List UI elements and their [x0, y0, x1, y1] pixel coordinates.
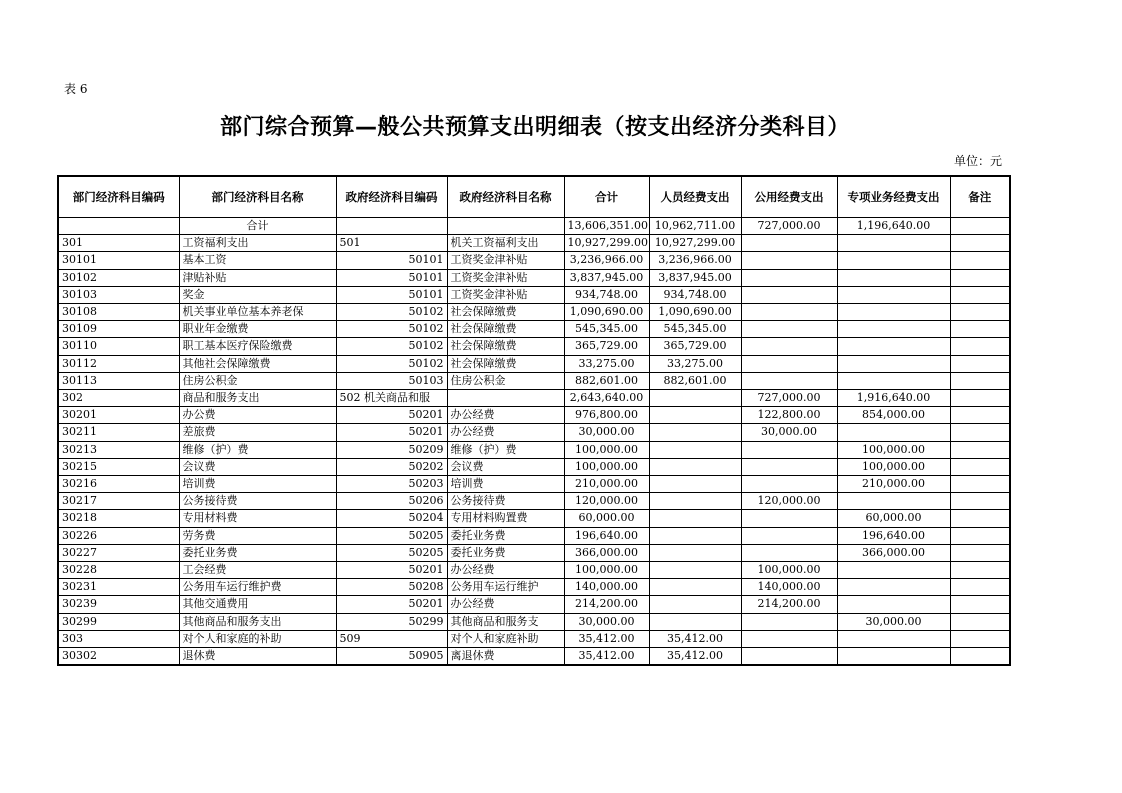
table-row — [58, 304, 1010, 321]
gov-code-cell: 50299 — [336, 613, 447, 630]
special-cell: 100,000.00 — [837, 441, 950, 458]
public-cell — [741, 630, 837, 647]
note-cell — [950, 407, 1010, 424]
dept-code-cell: 30103 — [58, 286, 179, 303]
personnel-cell — [649, 476, 741, 493]
note-cell — [950, 613, 1010, 630]
dept-name-cell: 工会经费 — [179, 562, 336, 579]
personnel-cell — [649, 579, 741, 596]
column-header: 政府经济科目名称 — [447, 176, 564, 218]
personnel-cell: 1,090,690.00 — [649, 304, 741, 321]
dept-code-cell: 30228 — [58, 562, 179, 579]
personnel-cell — [649, 544, 741, 561]
public-cell — [741, 286, 837, 303]
gov-code-cell: 50101 — [336, 252, 447, 269]
note-cell — [950, 648, 1010, 666]
personnel-cell: 3,236,966.00 — [649, 252, 741, 269]
special-cell: 366,000.00 — [837, 544, 950, 561]
total-cell: 30,000.00 — [564, 424, 649, 441]
dept-code-cell: 301 — [58, 235, 179, 252]
gov-code-cell: 50201 — [336, 407, 447, 424]
dept-name-cell: 工资福利支出 — [179, 235, 336, 252]
dept-name-cell: 商品和服务支出 — [179, 390, 336, 407]
special-cell — [837, 286, 950, 303]
special-cell: 854,000.00 — [837, 407, 950, 424]
note-cell — [950, 630, 1010, 647]
dept-code-cell: 30101 — [58, 252, 179, 269]
note-cell — [950, 252, 1010, 269]
dept-code-cell: 30108 — [58, 304, 179, 321]
table-body — [58, 218, 1010, 666]
special-cell: 1,916,640.00 — [837, 390, 950, 407]
page-title: 部门综合预算—般公共预算支出明细表（按支出经济分类科目） — [219, 115, 850, 140]
gov-code-cell: 50905 — [336, 648, 447, 666]
total-cell: 10,927,299.00 — [564, 235, 649, 252]
gov-name-cell: 委托业务费 — [447, 527, 564, 544]
personnel-cell — [649, 527, 741, 544]
gov-code-cell: 50102 — [336, 355, 447, 372]
public-cell: 727,000.00 — [741, 218, 837, 235]
table-row — [58, 355, 1010, 372]
gov-code-cell: 50101 — [336, 269, 447, 286]
special-cell — [837, 596, 950, 613]
special-cell — [837, 562, 950, 579]
gov-code-cell: 509 — [336, 630, 447, 647]
public-cell: 727,000.00 — [741, 390, 837, 407]
table-row — [58, 235, 1010, 252]
total-cell: 100,000.00 — [564, 458, 649, 475]
gov-name-cell: 工资奖金津补贴 — [447, 252, 564, 269]
total-cell: 365,729.00 — [564, 338, 649, 355]
public-cell — [741, 235, 837, 252]
special-cell — [837, 424, 950, 441]
gov-name-cell: 机关工资福利支出 — [447, 235, 564, 252]
gov-name-cell: 公务接待费 — [447, 493, 564, 510]
special-cell — [837, 372, 950, 389]
special-cell — [837, 269, 950, 286]
total-cell: 882,601.00 — [564, 372, 649, 389]
personnel-cell: 10,962,711.00 — [649, 218, 741, 235]
dept-code-cell — [58, 218, 179, 235]
special-cell: 210,000.00 — [837, 476, 950, 493]
personnel-cell: 365,729.00 — [649, 338, 741, 355]
gov-code-cell: 50201 — [336, 424, 447, 441]
note-cell — [950, 218, 1010, 235]
special-cell: 196,640.00 — [837, 527, 950, 544]
dept-name-cell: 职业年金缴费 — [179, 321, 336, 338]
gov-code-cell: 50201 — [336, 562, 447, 579]
dept-name-cell: 委托业务费 — [179, 544, 336, 561]
note-cell — [950, 458, 1010, 475]
table-row — [58, 579, 1010, 596]
gov-name-cell: 社会保障缴费 — [447, 321, 564, 338]
special-cell — [837, 355, 950, 372]
public-cell — [741, 476, 837, 493]
gov-name-cell: 工资奖金津补贴 — [447, 286, 564, 303]
gov-code-cell: 50209 — [336, 441, 447, 458]
total-cell: 3,837,945.00 — [564, 269, 649, 286]
note-cell — [950, 424, 1010, 441]
gov-code-cell: 50201 — [336, 596, 447, 613]
public-cell — [741, 613, 837, 630]
total-cell: 100,000.00 — [564, 562, 649, 579]
special-cell: 100,000.00 — [837, 458, 950, 475]
personnel-cell: 35,412.00 — [649, 648, 741, 666]
dept-name-cell: 其他交通费用 — [179, 596, 336, 613]
note-cell — [950, 355, 1010, 372]
gov-code-cell: 50102 — [336, 304, 447, 321]
special-cell: 60,000.00 — [837, 510, 950, 527]
table-row — [58, 630, 1010, 647]
dept-name-cell: 奖金 — [179, 286, 336, 303]
gov-code-cell — [336, 218, 447, 235]
total-cell: 366,000.00 — [564, 544, 649, 561]
personnel-cell — [649, 407, 741, 424]
table-row — [58, 493, 1010, 510]
total-cell: 3,236,966.00 — [564, 252, 649, 269]
gov-code-cell: 502 机关商品和服 — [336, 390, 447, 407]
table-row — [58, 407, 1010, 424]
public-cell: 140,000.00 — [741, 579, 837, 596]
dept-code-cell: 30109 — [58, 321, 179, 338]
total-row — [58, 218, 1010, 235]
dept-code-cell: 303 — [58, 630, 179, 647]
dept-code-cell: 30113 — [58, 372, 179, 389]
dept-code-cell: 30211 — [58, 424, 179, 441]
gov-name-cell: 对个人和家庭补助 — [447, 630, 564, 647]
note-cell — [950, 562, 1010, 579]
gov-code-cell: 50204 — [336, 510, 447, 527]
column-header: 部门经济科目名称 — [179, 176, 336, 218]
special-cell — [837, 648, 950, 666]
personnel-cell — [649, 458, 741, 475]
gov-name-cell: 专用材料购置费 — [447, 510, 564, 527]
note-cell — [950, 304, 1010, 321]
public-cell — [741, 544, 837, 561]
personnel-cell — [649, 390, 741, 407]
gov-name-cell: 社会保障缴费 — [447, 338, 564, 355]
dept-code-cell: 30239 — [58, 596, 179, 613]
table-row — [58, 441, 1010, 458]
total-cell: 120,000.00 — [564, 493, 649, 510]
table-row — [58, 527, 1010, 544]
table-row — [58, 476, 1010, 493]
total-cell: 976,800.00 — [564, 407, 649, 424]
gov-code-cell: 50101 — [336, 286, 447, 303]
table-row — [58, 321, 1010, 338]
public-cell — [741, 510, 837, 527]
total-cell: 545,345.00 — [564, 321, 649, 338]
dept-name-cell: 津贴补贴 — [179, 269, 336, 286]
special-cell — [837, 252, 950, 269]
note-cell — [950, 286, 1010, 303]
personnel-cell — [649, 562, 741, 579]
gov-code-cell: 50103 — [336, 372, 447, 389]
dept-name-cell: 住房公积金 — [179, 372, 336, 389]
column-header: 人员经费支出 — [649, 176, 741, 218]
special-cell — [837, 579, 950, 596]
dept-code-cell: 30226 — [58, 527, 179, 544]
total-cell: 140,000.00 — [564, 579, 649, 596]
public-cell — [741, 648, 837, 666]
personnel-cell: 35,412.00 — [649, 630, 741, 647]
budget-table — [57, 175, 1011, 666]
unit-label: 单位：元 — [953, 154, 1002, 168]
gov-code-cell: 50205 — [336, 544, 447, 561]
table-row — [58, 544, 1010, 561]
special-cell — [837, 321, 950, 338]
table-row — [58, 338, 1010, 355]
gov-name-cell: 会议费 — [447, 458, 564, 475]
dept-name-cell: 差旅费 — [179, 424, 336, 441]
dept-code-cell: 30215 — [58, 458, 179, 475]
gov-name-cell: 社会保障缴费 — [447, 304, 564, 321]
public-cell — [741, 252, 837, 269]
table-row — [58, 390, 1010, 407]
gov-name-cell: 工资奖金津补贴 — [447, 269, 564, 286]
special-cell — [837, 304, 950, 321]
dept-code-cell: 30102 — [58, 269, 179, 286]
dept-code-cell: 30231 — [58, 579, 179, 596]
table-row — [58, 286, 1010, 303]
note-cell — [950, 235, 1010, 252]
table-header-row — [58, 176, 1010, 218]
table-row — [58, 510, 1010, 527]
dept-name-cell: 公务用车运行维护费 — [179, 579, 336, 596]
public-cell: 100,000.00 — [741, 562, 837, 579]
personnel-cell: 882,601.00 — [649, 372, 741, 389]
dept-name-cell: 对个人和家庭的补助 — [179, 630, 336, 647]
total-cell: 210,000.00 — [564, 476, 649, 493]
dept-name-cell: 职工基本医疗保险缴费 — [179, 338, 336, 355]
gov-code-cell: 50203 — [336, 476, 447, 493]
table-row — [58, 648, 1010, 666]
dept-code-cell: 30302 — [58, 648, 179, 666]
public-cell — [741, 458, 837, 475]
table-number: 表 6 — [64, 82, 88, 96]
dept-name-cell: 退休费 — [179, 648, 336, 666]
note-cell — [950, 372, 1010, 389]
dept-code-cell: 302 — [58, 390, 179, 407]
gov-code-cell: 50205 — [336, 527, 447, 544]
total-cell: 2,643,640.00 — [564, 390, 649, 407]
dept-name-cell: 其他社会保障缴费 — [179, 355, 336, 372]
dept-name-cell: 合计 — [179, 218, 336, 235]
gov-name-cell: 社会保障缴费 — [447, 355, 564, 372]
dept-name-cell: 公务接待费 — [179, 493, 336, 510]
table-row — [58, 252, 1010, 269]
special-cell — [837, 338, 950, 355]
personnel-cell: 33,275.00 — [649, 355, 741, 372]
total-cell: 35,412.00 — [564, 648, 649, 666]
special-cell: 30,000.00 — [837, 613, 950, 630]
public-cell — [741, 304, 837, 321]
personnel-cell — [649, 510, 741, 527]
note-cell — [950, 544, 1010, 561]
dept-name-cell: 专用材料费 — [179, 510, 336, 527]
column-header: 专项业务经费支出 — [837, 176, 950, 218]
gov-code-cell: 50202 — [336, 458, 447, 475]
dept-code-cell: 30110 — [58, 338, 179, 355]
public-cell — [741, 321, 837, 338]
note-cell — [950, 510, 1010, 527]
table-row — [58, 269, 1010, 286]
public-cell: 30,000.00 — [741, 424, 837, 441]
dept-name-cell: 基本工资 — [179, 252, 336, 269]
dept-code-cell: 30227 — [58, 544, 179, 561]
personnel-cell — [649, 441, 741, 458]
dept-code-cell: 30218 — [58, 510, 179, 527]
dept-name-cell: 办公费 — [179, 407, 336, 424]
total-cell: 33,275.00 — [564, 355, 649, 372]
personnel-cell: 934,748.00 — [649, 286, 741, 303]
dept-name-cell: 培训费 — [179, 476, 336, 493]
public-cell — [741, 269, 837, 286]
dept-name-cell: 机关事业单位基本养老保 — [179, 304, 336, 321]
column-header: 部门经济科目编码 — [58, 176, 179, 218]
public-cell: 120,000.00 — [741, 493, 837, 510]
personnel-cell: 10,927,299.00 — [649, 235, 741, 252]
total-cell: 30,000.00 — [564, 613, 649, 630]
table-row — [58, 458, 1010, 475]
gov-name-cell: 办公经费 — [447, 562, 564, 579]
table-row — [58, 596, 1010, 613]
dept-code-cell: 30299 — [58, 613, 179, 630]
dept-name-cell: 劳务费 — [179, 527, 336, 544]
special-cell — [837, 630, 950, 647]
gov-code-cell: 50102 — [336, 321, 447, 338]
gov-name-cell — [447, 390, 564, 407]
note-cell — [950, 390, 1010, 407]
note-cell — [950, 527, 1010, 544]
column-header: 政府经济科目编码 — [336, 176, 447, 218]
gov-name-cell — [447, 218, 564, 235]
total-cell: 1,090,690.00 — [564, 304, 649, 321]
gov-name-cell: 办公经费 — [447, 424, 564, 441]
gov-code-cell: 501 — [336, 235, 447, 252]
gov-code-cell: 50102 — [336, 338, 447, 355]
note-cell — [950, 269, 1010, 286]
special-cell: 1,196,640.00 — [837, 218, 950, 235]
dept-code-cell: 30112 — [58, 355, 179, 372]
gov-name-cell: 办公经费 — [447, 596, 564, 613]
public-cell: 214,200.00 — [741, 596, 837, 613]
table-row — [58, 372, 1010, 389]
dept-code-cell: 30217 — [58, 493, 179, 510]
gov-name-cell: 委托业务费 — [447, 544, 564, 561]
gov-name-cell: 维修（护）费 — [447, 441, 564, 458]
column-header: 合计 — [564, 176, 649, 218]
note-cell — [950, 338, 1010, 355]
gov-name-cell: 办公经费 — [447, 407, 564, 424]
personnel-cell — [649, 596, 741, 613]
total-cell: 35,412.00 — [564, 630, 649, 647]
dept-code-cell: 30213 — [58, 441, 179, 458]
total-cell: 100,000.00 — [564, 441, 649, 458]
gov-name-cell: 离退休费 — [447, 648, 564, 666]
gov-name-cell: 其他商品和服务支 — [447, 613, 564, 630]
public-cell — [741, 372, 837, 389]
note-cell — [950, 579, 1010, 596]
public-cell — [741, 338, 837, 355]
gov-name-cell: 住房公积金 — [447, 372, 564, 389]
column-header: 备注 — [950, 176, 1010, 218]
personnel-cell — [649, 493, 741, 510]
note-cell — [950, 493, 1010, 510]
table-row — [58, 613, 1010, 630]
public-cell: 122,800.00 — [741, 407, 837, 424]
personnel-cell — [649, 613, 741, 630]
special-cell — [837, 235, 950, 252]
table-row — [58, 562, 1010, 579]
personnel-cell: 3,837,945.00 — [649, 269, 741, 286]
dept-name-cell: 其他商品和服务支出 — [179, 613, 336, 630]
note-cell — [950, 596, 1010, 613]
total-cell: 60,000.00 — [564, 510, 649, 527]
gov-name-cell: 培训费 — [447, 476, 564, 493]
public-cell — [741, 527, 837, 544]
table-row — [58, 424, 1010, 441]
gov-code-cell: 50208 — [336, 579, 447, 596]
note-cell — [950, 441, 1010, 458]
dept-code-cell: 30201 — [58, 407, 179, 424]
total-cell: 214,200.00 — [564, 596, 649, 613]
column-header: 公用经费支出 — [741, 176, 837, 218]
total-cell: 13,606,351.00 — [564, 218, 649, 235]
dept-code-cell: 30216 — [58, 476, 179, 493]
total-cell: 934,748.00 — [564, 286, 649, 303]
dept-name-cell: 会议费 — [179, 458, 336, 475]
total-cell: 196,640.00 — [564, 527, 649, 544]
public-cell — [741, 355, 837, 372]
personnel-cell — [649, 424, 741, 441]
personnel-cell: 545,345.00 — [649, 321, 741, 338]
special-cell — [837, 493, 950, 510]
note-cell — [950, 476, 1010, 493]
gov-code-cell: 50206 — [336, 493, 447, 510]
dept-name-cell: 维修（护）费 — [179, 441, 336, 458]
gov-name-cell: 公务用车运行维护 — [447, 579, 564, 596]
note-cell — [950, 321, 1010, 338]
public-cell — [741, 441, 837, 458]
